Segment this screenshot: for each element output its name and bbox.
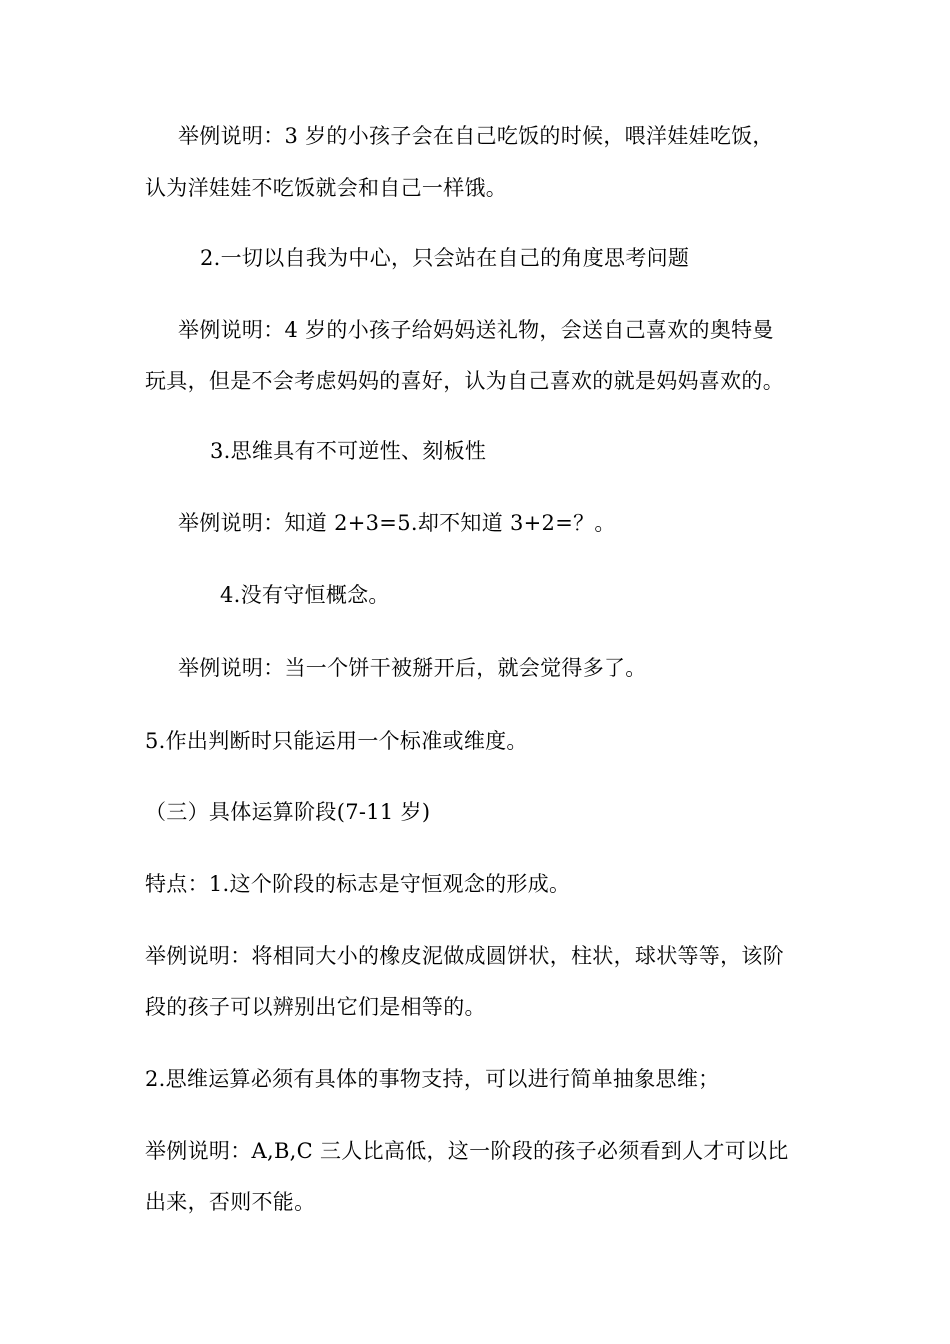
example-line-5-continued: 段的孩子可以辨别出它们是相等的。 [145, 995, 486, 1019]
point-heading-3: 3.思维具有不可逆性、刻板性 [210, 439, 487, 463]
feature-line-1: 特点：1.这个阶段的标志是守恒观念的形成。 [145, 872, 571, 896]
example-line-2: 举例说明：4 岁的小孩子给妈妈送礼物，会送自己喜欢的奥特曼 [178, 318, 774, 342]
example-line-6-continued: 出来，否则不能。 [145, 1190, 316, 1214]
example-line-3: 举例说明：知道 2+3=5.却不知道 3+2=？。 [178, 511, 616, 535]
point-heading-4: 4.没有守恒概念。 [220, 583, 390, 607]
example-line-6: 举例说明：A,B,C 三人比高低，这一阶段的孩子必须看到人才可以比 [145, 1139, 789, 1163]
point-heading-2: 2.一切以自我为中心，只会站在自己的角度思考问题 [200, 246, 690, 270]
feature-line-2: 2.思维运算必须有具体的事物支持，可以进行简单抽象思维； [145, 1067, 720, 1091]
example-line-5: 举例说明：将相同大小的橡皮泥做成圆饼状，柱状，球状等等，该阶 [145, 944, 784, 968]
example-line-2-continued: 玩具，但是不会考虑妈妈的喜好，认为自己喜欢的就是妈妈喜欢的。 [145, 369, 784, 393]
example-line-1-continued: 认为洋娃娃不吃饭就会和自己一样饿。 [145, 176, 508, 200]
example-line-4: 举例说明：当一个饼干被掰开后，就会觉得多了。 [178, 656, 647, 680]
example-line-1: 举例说明：3 岁的小孩子会在自己吃饭的时候，喂洋娃娃吃饭， [178, 124, 774, 148]
point-heading-5: 5.作出判断时只能运用一个标准或维度。 [145, 729, 528, 753]
section-heading-concrete-operational: （三）具体运算阶段(7-11 岁) [145, 800, 431, 824]
